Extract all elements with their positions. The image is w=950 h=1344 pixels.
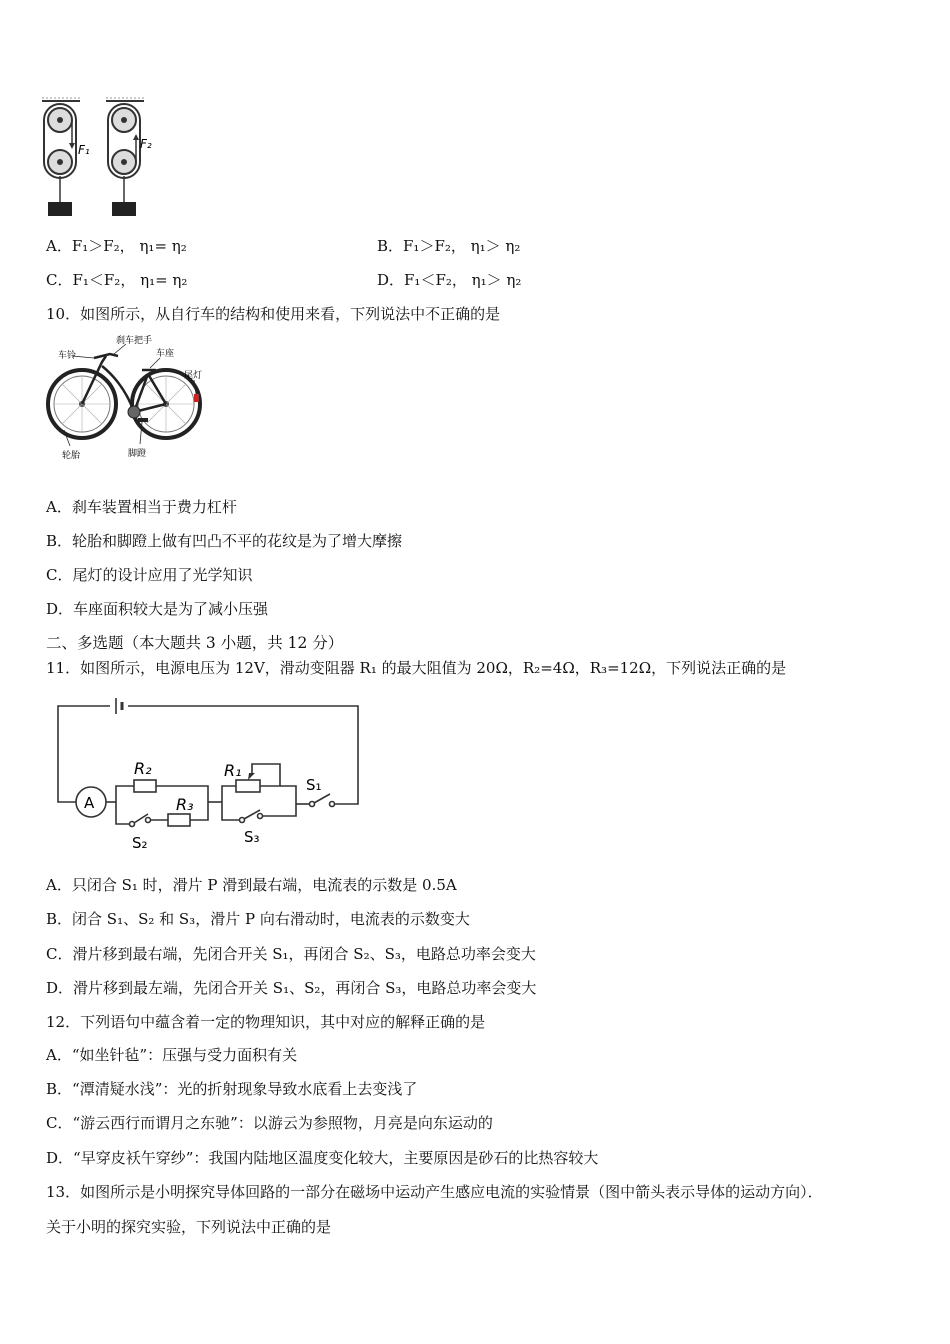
q13-stem-line-2: 关于小明的探究实验，下列说法中正确的是 xyxy=(46,1218,332,1236)
q12-option-c: C．“游云西行而谓月之东驰”：以游云为参照物，月亮是向东运动的 xyxy=(46,1114,493,1132)
q9-option-b: B．F₁＞F₂， η₁＞ η₂ xyxy=(377,237,521,255)
bicycle-figure xyxy=(44,334,214,464)
q10-option-a: A．刹车装置相当于费力杠杆 xyxy=(46,498,237,516)
q9-option-d: D．F₁＜F₂， η₁＞ η₂ xyxy=(377,271,522,289)
switch-s3 xyxy=(240,810,263,823)
circuit-figure xyxy=(48,696,368,856)
label-s1: S₁ xyxy=(306,776,322,794)
q10-stem: 10．如图所示，从自行车的结构和使用来看，下列说法中不正确的是 xyxy=(46,305,501,323)
rheostat-r1 xyxy=(236,780,260,792)
q10-option-d: D．车座面积较大是为了减小压强 xyxy=(46,600,269,618)
q12-option-d: D．“早穿皮袄午穿纱”：我国内陆地区温度变化较大，主要原因是砂石的比热容较大 xyxy=(46,1149,599,1167)
q12-stem: 12．下列语句中蕴含着一定的物理知识，其中对应的解释正确的是 xyxy=(46,1013,486,1031)
switch-s1 xyxy=(310,794,335,807)
q12-option-b: B．“潭清疑水浅”：光的折射现象导致水底看上去变浅了 xyxy=(46,1080,418,1098)
q11-option-c: C．滑片移到最右端，先闭合开关 S₁，再闭合 S₂、S₃，电路总功率会变大 xyxy=(46,945,536,963)
q11-option-b: B．闭合 S₁、S₂ 和 S₃，滑片 P 向右滑动时，电流表的示数变大 xyxy=(46,910,470,928)
resistor-r3 xyxy=(168,814,190,826)
q11-stem: 11．如图所示，电源电压为 12V，滑动变阻器 R₁ 的最大阻值为 20Ω，R₂=4Ω，R₃=12Ω，下列说法正确的是 xyxy=(46,659,787,677)
pulley-figure xyxy=(40,98,160,220)
q12-option-a: A．“如坐针毡”：压强与受力面积有关 xyxy=(46,1046,298,1064)
q11-option-a: A．只闭合 S₁ 时，滑片 P 滑到最右端，电流表的示数是 0.5A xyxy=(46,876,457,894)
bike-label-pedal: 脚蹬 xyxy=(128,449,147,459)
q10-option-b: B．轮胎和脚蹬上做有凹凸不平的花纹是为了增大摩擦 xyxy=(46,532,403,550)
q13-stem-line-1: 13．如图所示是小明探究导体回路的一部分在磁场中运动产生感应电流的实验情景（图中箭头表示导体的运动方向）． xyxy=(46,1183,823,1201)
label-r1: R₁ xyxy=(224,761,242,780)
bike-label-tire: 轮胎 xyxy=(62,451,81,461)
ammeter-label: A xyxy=(84,794,95,812)
switch-s2 xyxy=(130,814,151,827)
section-2-title: 二、多选题（本大题共 3 小题，共 12 分） xyxy=(46,634,344,652)
resistor-r2 xyxy=(134,780,156,792)
q9-option-c: C．F₁＜F₂， η₁= η₂ xyxy=(46,271,188,289)
pulley-system-1 xyxy=(42,98,90,216)
label-s2: S₂ xyxy=(132,834,148,852)
q10-option-c: C．尾灯的设计应用了光学知识 xyxy=(46,566,253,584)
pulley-system-2 xyxy=(106,98,152,216)
q11-option-d: D．滑片移到最左端，先闭合开关 S₁、S₂，再闭合 S₃，电路总功率会变大 xyxy=(46,979,537,997)
force-label-f1: F₁ xyxy=(78,143,90,157)
label-s3: S₃ xyxy=(244,828,260,846)
bike-label-brake-lever: 刹车把手 xyxy=(116,336,153,346)
bike-label-seat: 车座 xyxy=(156,349,175,359)
label-r3: R₃ xyxy=(176,795,194,814)
force-label-f2: F₂ xyxy=(140,137,152,151)
bike-label-bell: 车铃 xyxy=(58,351,77,361)
q9-option-a: A．F₁＞F₂， η₁= η₂ xyxy=(46,237,187,255)
label-r2: R₂ xyxy=(134,759,152,778)
bike-label-tail-light: 尾灯 xyxy=(184,371,203,381)
